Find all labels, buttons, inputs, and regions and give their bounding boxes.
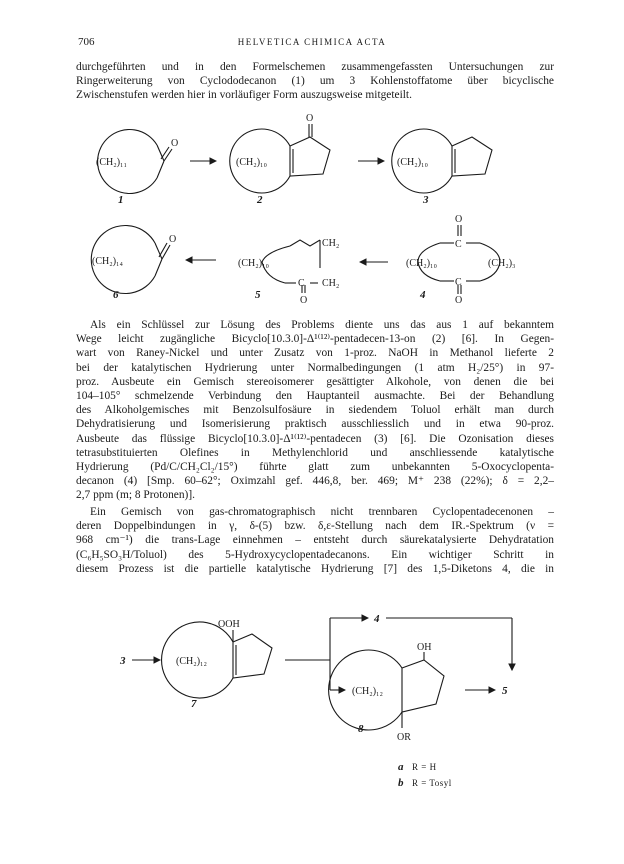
text-line: decanon (4) [Smp. 60–62°; Oximzahl gef. 446,8, ber. 469; M⁺ 238 (22%); δ = 2,2– (76, 475, 554, 488)
compound-8-structure (329, 642, 444, 743)
text-line: deren Doppelbindungen in γ, δ-(5) bzw. δ,ε-Stellung nach dem IR.-Spektrum (ν = (76, 520, 554, 533)
atom-label: C (455, 239, 462, 250)
atom-label: O (455, 214, 463, 225)
compound-number: 5 (255, 289, 261, 301)
atom-label: C (455, 277, 462, 288)
atom-label: CH₂ (322, 238, 340, 249)
compound-number: 8 (358, 723, 364, 735)
text-line: bei der katalytischen Hydrierung unter Normalbedingungen (1 atm H₂/25°) in 97- (76, 361, 554, 374)
atom-label: OOH (218, 619, 240, 630)
legend-text: R = H (412, 762, 437, 772)
text-line: Zwischenstufen werden hier in vorläufiger Form auszugsweise mitgeteilt. (76, 89, 412, 102)
ring-label: (CH₂)₁₀ (238, 258, 270, 269)
atom-label: O (300, 295, 308, 306)
text-line: des Alkoholgemisches mit Benzolsulfosäure in siedendem Toluol erhält man durch (76, 404, 554, 417)
text-line: durchgeführten und in den Formelschemen zusammengefassten Untersuchungen zur (76, 61, 554, 73)
atom-label: C (298, 278, 305, 289)
compound-number: 6 (113, 289, 119, 301)
text-line: 2,7 ppm (m; 8 Protonen)]. (76, 489, 195, 502)
compound-number: 2 (257, 194, 263, 206)
compound-number: 3 (120, 655, 126, 667)
page-number: 706 (78, 36, 95, 48)
text-line: wart von Raney-Nickel und unter Zusatz von 1-proz. NaOH in Methanol lieferte 2 (76, 347, 554, 360)
ring-label: (CH₂)₁₀ (236, 157, 268, 168)
journal-title: HELVETICA CHIMICA ACTA (237, 37, 387, 47)
legend-key: b (398, 777, 404, 789)
atom-label: OH (417, 642, 432, 653)
text-line: Ringerweiterung von Cyclododecanon (1) um 3 Kohlenstoffatome über bicyclische (76, 75, 554, 88)
compound-number: 4 (374, 613, 380, 625)
atom-label: O (169, 234, 177, 245)
text-line: (C₆H₅SO₃H/Toluol) des 5-Hydroxycyclopentadecanons. Ein wichtiger Schritt in (76, 548, 554, 561)
ring-label: (CH₂)₁₄ (92, 256, 124, 267)
compound-number: 3 (423, 194, 429, 206)
compound-number: 1 (118, 194, 124, 206)
text-line: Dehydratisierung und Isomerisierung praktisch ausschliesslich und in etwa 90-proz. (76, 418, 554, 431)
compound-number: 5 (502, 685, 508, 697)
ring-label: (CH₂)₁₂ (352, 686, 384, 697)
atom-label: CH₂ (322, 278, 340, 289)
text-line: 104–105° schmelzende Verbindung den Hauptanteil ausmachte. Bei der Behandlung (76, 390, 554, 403)
branch-arrows (285, 613, 512, 690)
ring-label: (CH₂)₁₁ (96, 157, 128, 168)
atom-label: O (455, 295, 463, 306)
atom-label: OR (397, 732, 411, 743)
text-line: tetrasubstituierten Olefines in Methylenchlorid und anschliessende katalytische (76, 446, 554, 459)
text-line: proz. Ausbeute ein Gemisch stereoisomerer gesättigter Alkohole, von denen die bei (76, 375, 554, 388)
atom-label: O (171, 138, 179, 149)
text-line: diesem Prozess ist die partielle katalytische Hydrierung [7] des 1,5-Diketons 4, die in (76, 562, 554, 575)
text-line: Als ein Schlüssel zur Lösung des Problems diente uns das aus 1 auf bekanntem (90, 319, 554, 331)
legend-text: R = Tosyl (412, 778, 452, 788)
legend-key: a (398, 761, 404, 773)
text-line: Wege leicht zugängliche Bicyclo[10.3.0]-Δ¹⁽¹²⁾-pentadecen-13-on (2) [6]. In Gegen- (76, 333, 554, 346)
text-line: Ausbeute das flüssige Bicyclo[10.3.0]-Δ¹⁽¹²⁾-pentadecen (3) [6]. Die Ozonisation dieses (76, 432, 554, 445)
text-line: Ein Gemisch von gas-chromatographisch nicht trennbaren Cyclopentadecenonen – (90, 506, 554, 518)
ring-label: (CH₂)₁₀ (397, 157, 429, 168)
text-line: Hydrierung (Pd/C/CH₂Cl₂/15°) führte glatt zum unbekannten 5-Oxocyclopenta- (76, 461, 554, 474)
substituent-legend (398, 761, 452, 789)
text-line: 968 cm⁻¹) die trans-Lage einnehmen – entsteht durch säurekatalysierte Dehydratation (76, 534, 554, 547)
ring-label: (CH₂)₁₂ (176, 656, 208, 667)
ring-label: (CH₂)₁₀ (406, 258, 438, 269)
ring-label: (CH₂)₃ (488, 258, 516, 269)
compound-7-structure (162, 619, 272, 710)
compound-number: 7 (191, 698, 197, 710)
compound-number: 4 (420, 289, 426, 301)
atom-label: O (306, 113, 314, 124)
